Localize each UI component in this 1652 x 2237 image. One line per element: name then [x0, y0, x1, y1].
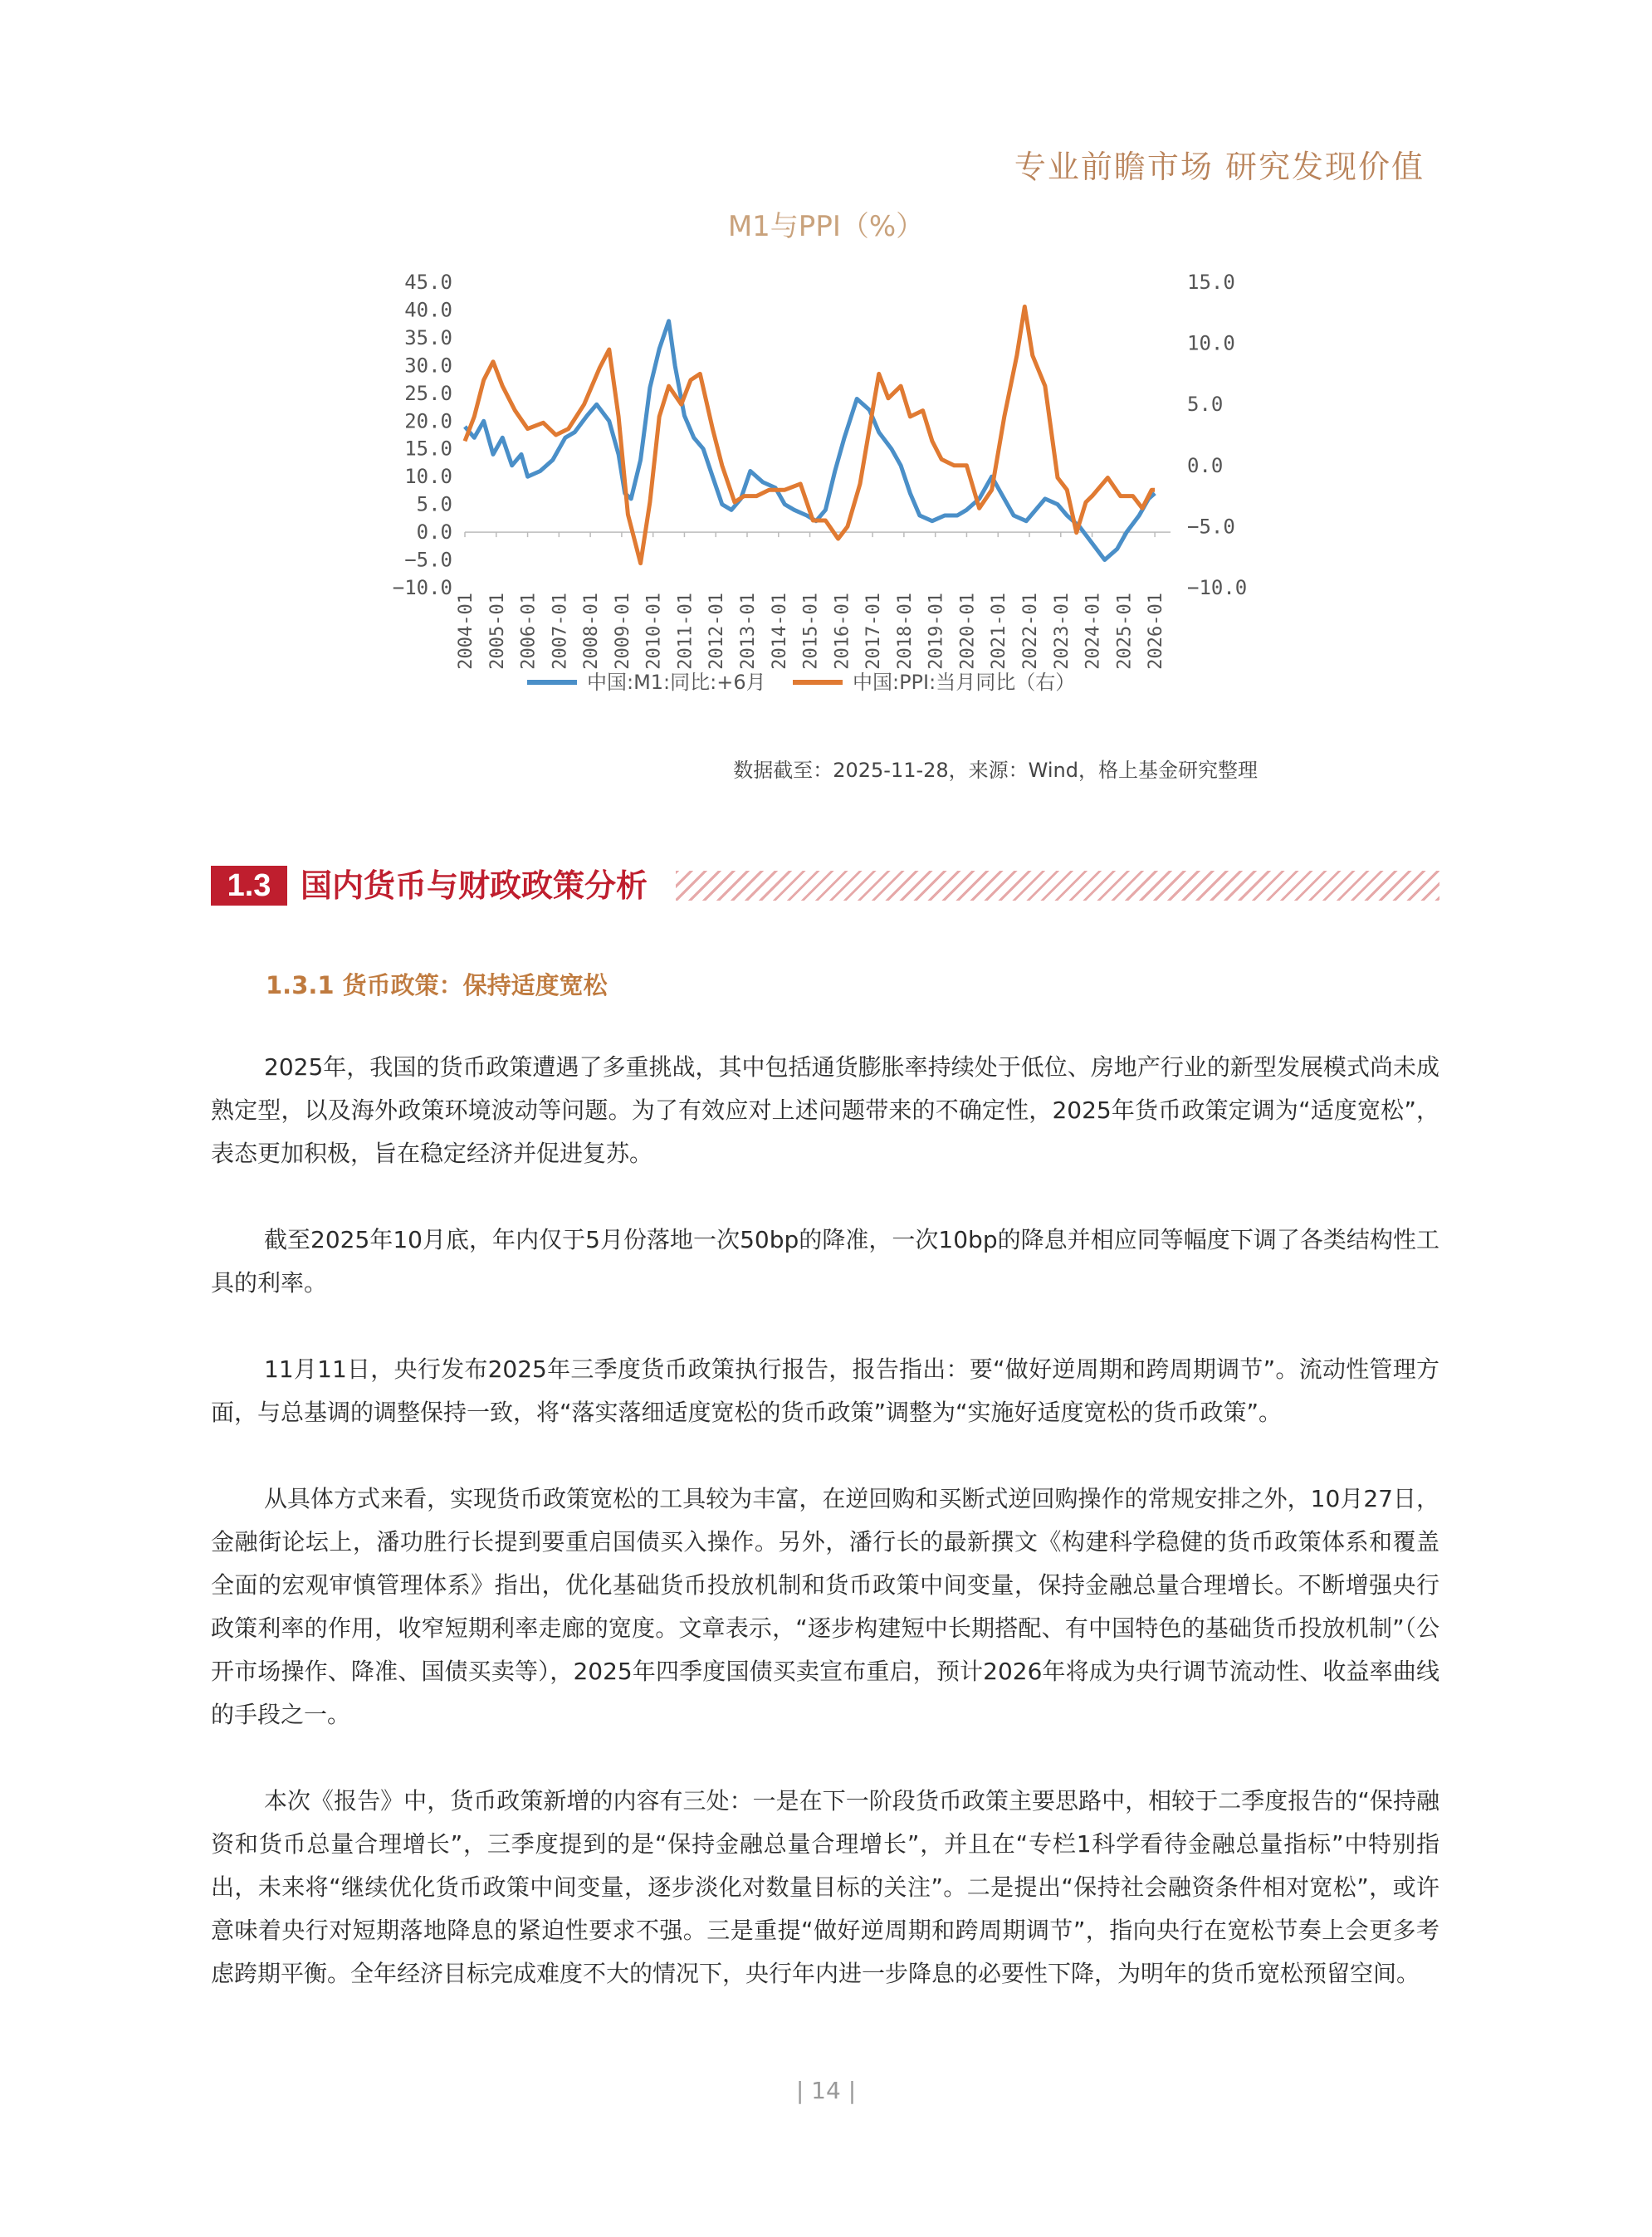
x-axis-tick-label: 2017-01	[863, 593, 885, 670]
left-axis-tick-label: 25.0	[404, 381, 452, 405]
paragraph: 从具体方式来看，实现货币政策宽松的工具较为丰富，在逆回购和买断式逆回购操作的常规安排之外，10月27日，金融街论坛上，潘功胜行长提到要重启国债买入操作。另外，潘行长的最新撰文《构建科学稳健的货币政策体系和覆盖全面的宏观审慎管理体系》指出，优化基础货币投放机制和货币政策中间变量，保持金融总量合理增长。不断增强央行政策利率的作用，收窄短期利率走廊的宽度。文章表示，“逐步构建短中长期搭配、有中国特色的基础货币投放机制”（公开市场操作、降准、国债买卖等），2025年四季度国债买卖宣布重启，预计2026年将成为央行调节流动性、收益率曲线的手段之一。	[211, 1485, 1439, 1728]
paragraph: 本次《报告》中，货币政策新增的内容有三处：一是在下一阶段货币政策主要思路中，相较于二季度报告的“保持融资和货币总量合理增长”，三季度提到的是“保持金融总量合理增长”，并且在“专栏1科学看待金融总量指标”中特别指出，未来将“继续优化货币政策中间变量，逐步淡化对数量目标的关注”。二是提出“保持社会融资条件相对宽松”，或许意味着央行对短期落地降息的紧迫性要求不强。三是重提“做好逆周期和跨周期调节”，指向央行在宽松节奏上会更多考虑跨期平衡。全年经济目标完成难度不大的情况下，央行年内进一步降息的必要性下降，为明年的货币宽松预留空间。	[211, 1787, 1439, 1987]
x-axis-tick-label: 2006-01	[518, 593, 540, 670]
section-number: 1.3	[211, 866, 287, 906]
left-axis-tick-label: 0.0	[416, 520, 452, 545]
x-axis-tick-label: 2016-01	[832, 593, 853, 670]
left-axis-tick-label: 10.0	[404, 465, 452, 489]
chart-source-note: 数据截至：2025-11-28，来源：Wind，格上基金研究整理	[733, 759, 1258, 782]
x-axis-tick-label: 2021-01	[989, 593, 1010, 670]
legend-label-m1: 中国:M1:同比:+6月	[587, 671, 766, 694]
x-axis-tick-label: 2014-01	[769, 593, 790, 670]
left-axis-tick-label: 40.0	[404, 298, 452, 322]
left-axis-tick-label: −5.0	[404, 548, 452, 572]
x-axis-tick-label: 2025-01	[1114, 593, 1136, 670]
x-axis-tick-label: 2023-01	[1051, 593, 1073, 670]
x-axis-tick-label: 2012-01	[706, 593, 728, 670]
x-axis-tick-label: 2011-01	[675, 593, 696, 670]
x-axis-tick-label: 2005-01	[486, 593, 508, 670]
left-axis-tick-label: 45.0	[404, 271, 452, 294]
right-axis-tick-label: 15.0	[1187, 271, 1235, 294]
x-axis-tick-label: 2008-01	[581, 593, 603, 670]
right-axis-tick-label: 10.0	[1187, 331, 1235, 355]
right-axis-tick-label: 5.0	[1187, 393, 1224, 417]
x-axis-tick-label: 2019-01	[926, 593, 947, 670]
left-axis-tick-label: 20.0	[404, 409, 452, 433]
x-axis-tick-label: 2004-01	[456, 593, 477, 670]
paragraph: 11月11日，央行发布2025年三季度货币政策执行报告，报告指出：要“做好逆周期和跨周期调节”。流动性管理方面，与总基调的调整保持一致，将“落实落细适度宽松的货币政策”调整为“实施好适度宽松的货币政策”。	[211, 1355, 1439, 1426]
left-axis-tick-label: 15.0	[404, 437, 452, 461]
left-axis-tick-label: −10.0	[392, 576, 452, 599]
m1-ppi-chart	[349, 257, 1278, 722]
x-axis-tick-label: 2026-01	[1146, 593, 1167, 670]
x-axis-tick-label: 2024-01	[1083, 593, 1104, 670]
left-axis-tick-label: 30.0	[404, 354, 452, 378]
x-axis-tick-label: 2020-01	[957, 593, 979, 670]
x-axis-tick-label: 2015-01	[800, 593, 822, 670]
section-hatch-decoration	[676, 871, 1439, 901]
header-slogan: 专业前瞻市场 研究发现价值	[1014, 149, 1425, 185]
x-axis-tick-label: 2018-01	[894, 593, 916, 670]
x-axis-tick-label: 2013-01	[738, 593, 759, 670]
subsection-title: 1.3.1 货币政策：保持适度宽松	[266, 971, 608, 999]
right-axis-tick-label: −5.0	[1187, 515, 1235, 539]
paragraph: 截至2025年10月底，年内仅于5月份落地一次50bp的降准，一次10bp的降息并相应同等幅度下调了各类结构性工具的利率。	[211, 1226, 1439, 1297]
x-axis-tick-label: 2022-01	[1020, 593, 1041, 670]
paragraph: 2025年，我国的货币政策遭遇了多重挑战，其中包括通货膨胀率持续处于低位、房地产行业的新型发展模式尚未成熟定型，以及海外政策环境波动等问题。为了有效应对上述问题带来的不确定性，2025年货币政策定调为“适度宽松”，表态更加积极，旨在稳定经济并促进复苏。	[211, 1053, 1439, 1167]
section-title: 国内货币与财政政策分析	[301, 867, 648, 904]
x-axis-tick-label: 2009-01	[612, 593, 633, 670]
right-axis-tick-label: 0.0	[1187, 453, 1224, 477]
page-number: | 14 |	[795, 2077, 857, 2104]
legend-label-ppi: 中国:PPI:当月同比（右）	[853, 671, 1076, 694]
x-axis-tick-label: 2007-01	[550, 593, 571, 670]
x-axis-tick-label: 2010-01	[643, 593, 665, 670]
right-axis-tick-label: −10.0	[1187, 576, 1248, 599]
left-axis-tick-label: 35.0	[404, 325, 452, 349]
chart-title: M1与PPI（%）	[727, 210, 925, 243]
section-header	[211, 866, 1439, 906]
left-axis-tick-label: 5.0	[416, 492, 452, 516]
